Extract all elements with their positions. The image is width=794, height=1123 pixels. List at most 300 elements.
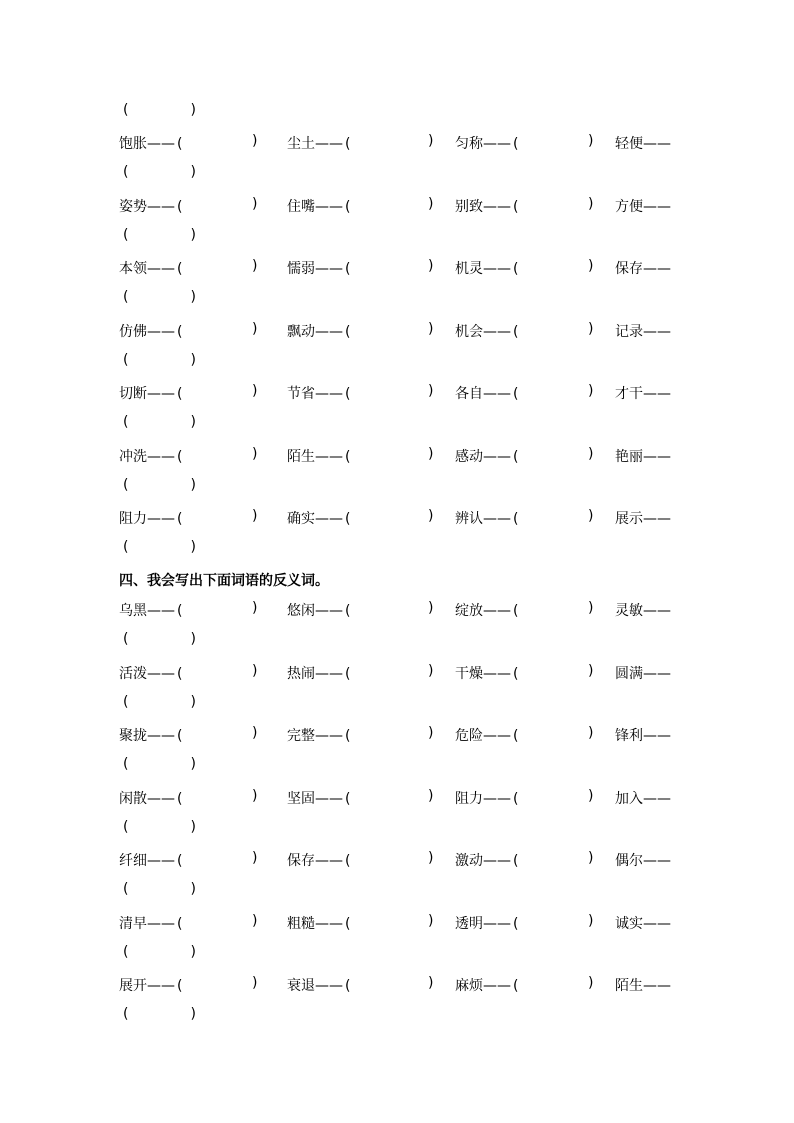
open-paren: ( — [123, 289, 129, 305]
antonym-item — [615, 850, 671, 870]
close-paren: ) — [190, 351, 196, 368]
synonym-item — [615, 446, 671, 466]
word-label: 飘动 — [287, 323, 315, 340]
dash-separator: —— — [147, 511, 175, 527]
answer-blank-close-paren[interactable]: ) — [428, 725, 434, 741]
antonym-item — [119, 850, 182, 870]
open-paren: ( — [123, 631, 129, 647]
open-paren: ( — [177, 728, 183, 744]
wrapped-answer-blank[interactable] — [123, 694, 196, 710]
synonym-item — [119, 446, 182, 466]
dash-separator: —— — [643, 665, 671, 682]
antonym-item — [287, 725, 350, 745]
word-label: 热闹 — [287, 665, 315, 682]
open-paren: ( — [513, 915, 519, 932]
open-paren: ( — [345, 915, 351, 932]
dash-separator: —— — [483, 603, 511, 619]
synonym-item — [615, 383, 671, 403]
answer-blank-close-paren[interactable]: ) — [428, 975, 434, 991]
open-paren: ( — [345, 603, 351, 619]
dash-separator: —— — [643, 915, 671, 932]
dash-separator: —— — [643, 511, 671, 527]
answer-blank-close-paren[interactable]: ) — [588, 133, 594, 149]
answer-blank-close-paren[interactable]: ) — [252, 725, 258, 741]
answer-blank-close-paren[interactable]: ) — [252, 508, 258, 524]
open-paren: ( — [513, 665, 519, 682]
close-paren: ) — [190, 693, 196, 710]
synonym-item — [455, 133, 518, 153]
dash-separator: —— — [643, 448, 671, 465]
word-label: 才干 — [615, 386, 643, 402]
antonym-row — [0, 913, 794, 975]
continued-answer-blank — [123, 102, 196, 118]
close-paren: ) — [190, 102, 196, 118]
dash-separator: —— — [483, 261, 511, 277]
dash-separator: —— — [147, 386, 175, 402]
open-paren: ( — [177, 915, 183, 932]
open-paren: ( — [177, 853, 183, 869]
open-paren: ( — [177, 448, 183, 465]
open-paren: ( — [513, 261, 519, 277]
dash-separator: —— — [315, 448, 343, 465]
wrapped-answer-blank[interactable] — [123, 289, 196, 305]
dash-separator: —— — [483, 136, 511, 152]
answer-blank-close-paren[interactable]: ) — [428, 383, 434, 399]
wrapped-answer-blank[interactable] — [123, 227, 196, 243]
open-paren: ( — [123, 414, 129, 430]
dash-separator: —— — [643, 136, 671, 152]
antonym-item — [615, 663, 671, 683]
word-label: 加入 — [615, 790, 643, 807]
open-paren: ( — [513, 323, 519, 340]
dash-separator: —— — [315, 386, 343, 402]
wrapped-answer-blank[interactable] — [123, 477, 196, 493]
antonym-item — [615, 975, 671, 995]
word-label: 悠闲 — [287, 603, 315, 619]
word-label: 活泼 — [119, 665, 147, 682]
antonym-row — [0, 600, 794, 662]
dash-separator: —— — [483, 323, 511, 340]
word-label: 艳丽 — [615, 448, 643, 465]
word-label: 聚拢 — [119, 728, 147, 744]
answer-blank-close-paren[interactable]: ) — [588, 725, 594, 741]
synonym-row — [0, 321, 794, 383]
dash-separator: —— — [483, 790, 511, 807]
dash-separator: —— — [315, 665, 343, 682]
dash-separator: —— — [643, 728, 671, 744]
dash-separator: —— — [147, 728, 175, 744]
close-paren: ) — [190, 818, 196, 835]
answer-blank-close-paren[interactable]: ) — [252, 445, 258, 462]
antonym-item — [119, 975, 182, 995]
dash-separator: —— — [315, 511, 343, 527]
dash-separator: —— — [643, 323, 671, 340]
antonym-item — [287, 913, 350, 933]
open-paren: ( — [177, 323, 183, 340]
word-label: 姿势 — [119, 198, 147, 215]
dash-separator: —— — [643, 261, 671, 277]
wrapped-answer-blank[interactable] — [123, 631, 196, 647]
answer-blank-close-paren[interactable]: ) — [252, 258, 258, 274]
word-label: 本领 — [119, 261, 147, 277]
close-paren: ) — [190, 881, 196, 897]
open-paren: ( — [123, 164, 129, 180]
open-paren: ( — [345, 448, 351, 465]
open-paren: ( — [177, 978, 183, 994]
dash-separator: —— — [483, 511, 511, 527]
word-label: 清早 — [119, 915, 147, 932]
open-paren: ( — [123, 881, 129, 897]
dash-separator: —— — [643, 853, 671, 869]
synonym-item — [615, 508, 671, 528]
open-paren: ( — [513, 136, 519, 152]
word-label: 陌生 — [615, 978, 643, 994]
close-paren: ) — [190, 943, 196, 960]
synonym-row — [0, 133, 794, 195]
synonym-item — [287, 258, 350, 278]
answer-blank-close-paren[interactable]: ) — [588, 195, 594, 212]
word-label: 机灵 — [455, 261, 483, 277]
synonym-item — [455, 258, 518, 278]
antonym-item — [287, 600, 350, 620]
synonym-item — [287, 383, 350, 403]
dash-separator: —— — [315, 261, 343, 277]
synonym-item — [455, 508, 518, 528]
antonym-item — [119, 788, 182, 808]
dash-separator: —— — [147, 323, 175, 340]
word-label: 阻力 — [455, 790, 483, 807]
answer-blank-close-paren[interactable]: ) — [252, 133, 258, 149]
close-paren: ) — [190, 476, 196, 493]
antonym-item — [287, 788, 350, 808]
answer-blank-close-paren[interactable]: ) — [428, 912, 434, 929]
antonym-item — [119, 600, 182, 620]
word-label: 透明 — [455, 915, 483, 932]
dash-separator: —— — [483, 665, 511, 682]
dash-separator: —— — [315, 323, 343, 340]
close-paren: ) — [190, 414, 196, 430]
word-label: 保存 — [287, 853, 315, 869]
open-paren: ( — [345, 728, 351, 744]
word-label: 危险 — [455, 728, 483, 744]
dash-separator: —— — [147, 978, 175, 994]
synonym-item — [287, 508, 350, 528]
dash-separator: —— — [483, 448, 511, 465]
word-label: 闲散 — [119, 790, 147, 807]
word-label: 仿佛 — [119, 323, 147, 340]
word-label: 粗糙 — [287, 915, 315, 932]
answer-blank-close-paren[interactable]: ) — [588, 600, 594, 616]
dash-separator: —— — [315, 853, 343, 869]
answer-blank-close-paren[interactable]: ) — [252, 912, 258, 929]
antonym-row — [0, 975, 794, 1037]
word-label: 绽放 — [455, 603, 483, 619]
section-four-heading: 四、我会写出下面词语的反义词。 — [119, 573, 329, 589]
synonym-row — [0, 383, 794, 445]
open-paren: ( — [345, 261, 351, 277]
word-label: 乌黑 — [119, 603, 147, 619]
close-paren: ) — [190, 226, 196, 243]
antonym-item — [287, 975, 350, 995]
open-paren: ( — [513, 790, 519, 807]
answer-blank-close-paren[interactable]: ) — [588, 258, 594, 274]
open-paren: ( — [513, 198, 519, 215]
wrapped-answer-blank[interactable] — [123, 819, 196, 835]
word-label: 诚实 — [615, 915, 643, 932]
dash-separator: —— — [643, 978, 671, 994]
wrapped-answer-blank[interactable] — [123, 1006, 196, 1022]
dash-separator: —— — [483, 853, 511, 869]
word-label: 饱胀 — [119, 136, 147, 152]
synonym-item — [615, 133, 671, 153]
word-label: 锋利 — [615, 728, 643, 744]
open-paren: ( — [513, 386, 519, 402]
answer-blank-close-paren[interactable]: ) — [252, 787, 258, 804]
word-label: 展示 — [615, 511, 643, 527]
word-label: 偶尔 — [615, 853, 643, 869]
word-label: 节省 — [287, 386, 315, 402]
open-paren: ( — [177, 603, 183, 619]
antonym-item — [615, 600, 671, 620]
word-label: 机会 — [455, 323, 483, 340]
open-paren: ( — [345, 323, 351, 340]
open-paren: ( — [345, 665, 351, 682]
dash-separator: —— — [483, 198, 511, 215]
synonym-item — [287, 196, 350, 216]
answer-blank-close-paren[interactable]: ) — [252, 383, 258, 399]
dash-separator: —— — [147, 603, 175, 619]
dash-separator: —— — [315, 136, 343, 152]
wrapped-answer-blank[interactable] — [123, 414, 196, 430]
answer-blank-close-paren[interactable]: ) — [428, 445, 434, 462]
dash-separator: —— — [147, 448, 175, 465]
open-paren: ( — [345, 136, 351, 152]
dash-separator: —— — [643, 603, 671, 619]
answer-blank-close-paren[interactable]: ) — [428, 133, 434, 149]
synonym-item — [119, 321, 182, 341]
open-paren: ( — [123, 226, 129, 243]
synonym-item — [119, 258, 182, 278]
answer-blank-close-paren[interactable]: ) — [428, 258, 434, 274]
dash-separator: —— — [315, 790, 343, 807]
close-paren: ) — [190, 539, 196, 555]
dash-separator: —— — [147, 261, 175, 277]
dash-separator: —— — [147, 198, 175, 215]
dash-separator: —— — [315, 198, 343, 215]
word-label: 确实 — [287, 511, 315, 527]
answer-blank-close-paren[interactable]: ) — [252, 320, 258, 337]
answer-blank-close-paren[interactable]: ) — [588, 912, 594, 929]
answer-blank-close-paren[interactable]: ) — [588, 383, 594, 399]
word-label: 懦弱 — [287, 261, 315, 277]
open-paren: ( — [123, 818, 129, 835]
antonym-item — [119, 913, 182, 933]
open-paren: ( — [123, 1006, 129, 1022]
answer-blank-close-paren[interactable]: ) — [252, 600, 258, 616]
wrapped-answer-blank[interactable] — [123, 352, 196, 368]
dash-separator: —— — [147, 790, 175, 807]
antonym-row — [0, 850, 794, 912]
answer-blank-close-paren[interactable]: ) — [428, 600, 434, 616]
word-label: 别致 — [455, 198, 483, 215]
synonym-row — [0, 446, 794, 508]
answer-blank-close-paren[interactable]: ) — [588, 975, 594, 991]
synonym-item — [287, 321, 350, 341]
antonym-row — [0, 725, 794, 787]
open-paren: ( — [513, 603, 519, 619]
synonym-item — [455, 196, 518, 216]
answer-blank-close-paren[interactable]: ) — [252, 850, 258, 866]
answer-blank-close-paren[interactable]: ) — [252, 975, 258, 991]
antonym-item — [455, 788, 518, 808]
synonym-item — [615, 196, 671, 216]
answer-blank-close-paren[interactable]: ) — [252, 195, 258, 212]
word-label: 住嘴 — [287, 198, 315, 215]
word-label: 记录 — [615, 323, 643, 340]
antonym-item — [455, 725, 518, 745]
answer-blank-close-paren[interactable]: ) — [428, 850, 434, 866]
word-label: 辨认 — [455, 511, 483, 527]
answer-blank-close-paren[interactable]: ) — [428, 508, 434, 524]
synonym-item — [119, 196, 182, 216]
open-paren: ( — [345, 853, 351, 869]
open-paren: ( — [513, 978, 519, 994]
dash-separator: —— — [315, 915, 343, 932]
answer-blank-close-paren[interactable]: ) — [428, 320, 434, 337]
close-paren: ) — [190, 164, 196, 180]
synonym-item — [119, 508, 182, 528]
answer-blank-close-paren[interactable]: ) — [428, 195, 434, 212]
word-label: 各自 — [455, 386, 483, 402]
close-paren: ) — [190, 631, 196, 647]
antonym-item — [455, 663, 518, 683]
answer-blank-close-paren[interactable]: ) — [588, 445, 594, 462]
synonym-item — [455, 383, 518, 403]
open-paren: ( — [123, 539, 129, 555]
wrapped-answer-blank[interactable] — [123, 539, 196, 555]
synonym-row — [0, 508, 794, 570]
word-label: 干燥 — [455, 665, 483, 682]
word-label: 方便 — [615, 198, 643, 215]
dash-separator: —— — [643, 386, 671, 402]
open-paren: ( — [123, 476, 129, 493]
open-paren: ( — [345, 198, 351, 215]
open-paren: ( — [345, 790, 351, 807]
answer-blank-close-paren[interactable]: ) — [252, 662, 258, 679]
synonym-item — [455, 446, 518, 466]
open-paren: ( — [123, 943, 129, 960]
word-label: 坚固 — [287, 790, 315, 807]
wrapped-answer-blank[interactable] — [123, 756, 196, 772]
word-label: 冲洗 — [119, 448, 147, 465]
close-paren: ) — [190, 756, 196, 772]
antonym-item — [455, 975, 518, 995]
open-paren: ( — [177, 386, 183, 402]
open-paren: ( — [123, 693, 129, 710]
open-paren: ( — [177, 511, 183, 527]
open-paren: ( — [345, 978, 351, 994]
wrapped-answer-blank[interactable] — [123, 944, 196, 960]
answer-blank-close-paren[interactable]: ) — [588, 787, 594, 804]
synonym-item — [615, 321, 671, 341]
dash-separator: —— — [315, 978, 343, 994]
synonym-item — [287, 133, 350, 153]
dash-separator: —— — [315, 603, 343, 619]
antonym-item — [119, 663, 182, 683]
open-paren: ( — [345, 511, 351, 527]
dash-separator: —— — [147, 853, 175, 869]
dash-separator: —— — [483, 386, 511, 402]
word-label: 展开 — [119, 978, 147, 994]
dash-separator: —— — [483, 915, 511, 932]
word-label: 灵敏 — [615, 603, 643, 619]
word-label: 陌生 — [287, 448, 315, 465]
wrapped-answer-blank[interactable] — [123, 881, 196, 897]
answer-blank-close-paren[interactable]: ) — [588, 850, 594, 866]
word-label: 保存 — [615, 261, 643, 277]
word-label: 衰退 — [287, 978, 315, 994]
wrapped-answer-blank[interactable] — [123, 164, 196, 180]
answer-blank-close-paren[interactable]: ) — [588, 508, 594, 524]
word-label: 感动 — [455, 448, 483, 465]
antonym-item — [455, 913, 518, 933]
close-paren: ) — [190, 1006, 196, 1022]
close-paren: ) — [190, 289, 196, 305]
open-paren: ( — [513, 448, 519, 465]
open-paren: ( — [513, 511, 519, 527]
word-label: 尘土 — [287, 136, 315, 152]
word-label: 圆满 — [615, 665, 643, 682]
word-label: 匀称 — [455, 136, 483, 152]
synonym-item — [455, 321, 518, 341]
synonym-row — [0, 196, 794, 258]
dash-separator: —— — [483, 978, 511, 994]
antonym-row — [0, 788, 794, 850]
synonym-item — [615, 258, 671, 278]
open-paren: ( — [177, 261, 183, 277]
dash-separator: —— — [147, 136, 175, 152]
open-paren: ( — [177, 665, 183, 682]
answer-blank-close-paren[interactable]: ) — [428, 662, 434, 679]
word-label: 完整 — [287, 728, 315, 744]
antonym-row — [0, 663, 794, 725]
antonym-item — [119, 725, 182, 745]
open-paren: ( — [123, 102, 129, 118]
word-label: 轻便 — [615, 136, 643, 152]
open-paren: ( — [123, 351, 129, 368]
dash-separator: —— — [643, 198, 671, 215]
dash-separator: —— — [147, 915, 175, 932]
answer-blank-close-paren[interactable]: ) — [588, 320, 594, 337]
word-label: 切断 — [119, 386, 147, 402]
synonym-row — [0, 258, 794, 320]
answer-blank-close-paren[interactable]: ) — [588, 662, 594, 679]
open-paren: ( — [177, 136, 183, 152]
antonym-item — [615, 788, 671, 808]
open-paren: ( — [123, 756, 129, 772]
word-label: 阻力 — [119, 511, 147, 527]
word-label: 激动 — [455, 853, 483, 869]
dash-separator: —— — [315, 728, 343, 744]
dash-separator: —— — [483, 728, 511, 744]
open-paren: ( — [513, 728, 519, 744]
antonym-item — [615, 725, 671, 745]
synonym-item — [119, 383, 182, 403]
dash-separator: —— — [147, 665, 175, 682]
synonym-item — [287, 446, 350, 466]
answer-blank-close-paren[interactable]: ) — [428, 787, 434, 804]
antonym-item — [287, 850, 350, 870]
